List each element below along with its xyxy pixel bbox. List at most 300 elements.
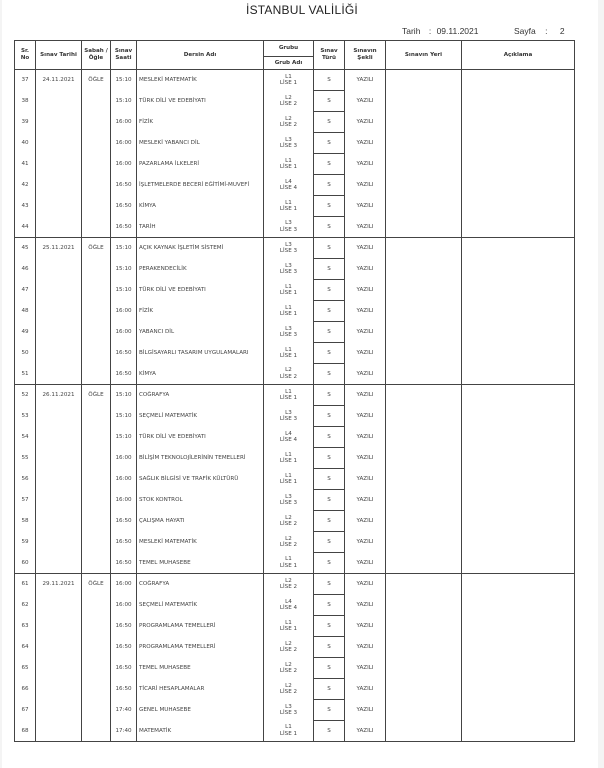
exam-form: YAZILI <box>345 364 386 385</box>
exam-period <box>82 532 111 553</box>
exam-period <box>82 175 111 196</box>
notes <box>462 196 575 217</box>
group-code: L3 <box>285 409 292 416</box>
notes <box>462 301 575 322</box>
group-name: LİSE 4 <box>279 437 298 443</box>
group-name: LİSE 1 <box>279 290 298 296</box>
course-name: TÜRK DİLİ VE EDEBİYATI <box>137 91 264 112</box>
row-number: 67 <box>15 700 36 721</box>
exam-type: S <box>314 175 345 196</box>
group-code: L1 <box>285 451 292 458</box>
notes <box>462 406 575 427</box>
exam-place <box>386 343 462 364</box>
group-code: L2 <box>285 535 292 542</box>
exam-type: S <box>314 196 345 217</box>
group <box>264 301 314 322</box>
row-number: 62 <box>15 595 36 616</box>
exam-type: S <box>314 490 345 511</box>
table-row <box>15 490 575 511</box>
exam-time: 16:00 <box>111 133 137 154</box>
group <box>264 427 314 448</box>
page-title: İSTANBUL VALİLİĞİ <box>246 3 358 17</box>
table-row <box>15 511 575 532</box>
exam-period: ÖĞLE <box>82 238 111 259</box>
table-row <box>15 679 575 700</box>
exam-place <box>386 91 462 112</box>
exam-period <box>82 364 111 385</box>
row-number: 40 <box>15 133 36 154</box>
exam-place <box>386 322 462 343</box>
exam-place <box>386 238 462 259</box>
exam-place <box>386 280 462 301</box>
exam-form: YAZILI <box>345 175 386 196</box>
row-number: 56 <box>15 469 36 490</box>
exam-period <box>82 469 111 490</box>
exam-form: YAZILI <box>345 301 386 322</box>
group <box>264 385 314 406</box>
table-row <box>15 112 575 133</box>
course-name: GENEL MUHASEBE <box>137 700 264 721</box>
group-code: L1 <box>285 388 292 395</box>
page-number: 2 <box>559 26 565 36</box>
group-code: L1 <box>285 199 292 206</box>
row-number: 52 <box>15 385 36 406</box>
row-number: 42 <box>15 175 36 196</box>
course-name: YABANCI DİL <box>137 322 264 343</box>
exam-time: 15:10 <box>111 427 137 448</box>
row-number: 49 <box>15 322 36 343</box>
table-row <box>15 238 575 259</box>
group <box>264 721 314 742</box>
table-row <box>15 385 575 406</box>
group-name: LİSE 1 <box>279 164 298 170</box>
exam-form: YAZILI <box>345 133 386 154</box>
exam-form: YAZILI <box>345 721 386 742</box>
group-name: LİSE 1 <box>279 479 298 485</box>
exam-type: S <box>314 553 345 574</box>
group-code: L1 <box>285 346 292 353</box>
exam-form: YAZILI <box>345 658 386 679</box>
exam-period <box>82 154 111 175</box>
notes <box>462 91 575 112</box>
group-code: L3 <box>285 220 292 227</box>
notes <box>462 448 575 469</box>
exam-type: S <box>314 70 345 91</box>
exam-place <box>386 679 462 700</box>
exam-date <box>36 448 82 469</box>
course-name: PAZARLAMA İLKELERİ <box>137 154 264 175</box>
exam-period <box>82 427 111 448</box>
row-number: 51 <box>15 364 36 385</box>
group-name: LİSE 4 <box>279 605 298 611</box>
table-row <box>15 154 575 175</box>
row-number: 38 <box>15 91 36 112</box>
exam-place <box>386 658 462 679</box>
exam-form: YAZILI <box>345 217 386 238</box>
row-number: 57 <box>15 490 36 511</box>
exam-place <box>386 616 462 637</box>
exam-period <box>82 133 111 154</box>
exam-date <box>36 343 82 364</box>
group <box>264 595 314 616</box>
exam-time: 16:00 <box>111 448 137 469</box>
group <box>264 196 314 217</box>
exam-date <box>36 259 82 280</box>
notes <box>462 259 575 280</box>
exam-period <box>82 490 111 511</box>
exam-time: 16:50 <box>111 343 137 364</box>
exam-period <box>82 448 111 469</box>
group <box>264 70 314 91</box>
exam-time: 17:40 <box>111 721 137 742</box>
group-name: LİSE 2 <box>279 689 298 695</box>
table-row <box>15 532 575 553</box>
exam-date <box>36 553 82 574</box>
exam-place <box>386 700 462 721</box>
exam-place <box>386 427 462 448</box>
exam-period <box>82 721 111 742</box>
group <box>264 406 314 427</box>
table-row <box>15 553 575 574</box>
table-row <box>15 175 575 196</box>
notes <box>462 679 575 700</box>
course-name: TARİH <box>137 217 264 238</box>
group-code: L1 <box>285 724 292 731</box>
table-row <box>15 616 575 637</box>
group-name: LİSE 1 <box>279 730 298 737</box>
group-name: LİSE 1 <box>279 311 298 317</box>
exam-form: YAZILI <box>345 259 386 280</box>
exam-type: S <box>314 448 345 469</box>
exam-place <box>386 406 462 427</box>
exam-type: S <box>314 112 345 133</box>
group <box>264 637 314 658</box>
exam-date <box>36 637 82 658</box>
notes <box>462 427 575 448</box>
exam-period <box>82 259 111 280</box>
exam-form: YAZILI <box>345 154 386 175</box>
group-name: LİSE 1 <box>279 353 298 359</box>
table-row <box>15 427 575 448</box>
exam-date <box>36 154 82 175</box>
course-name: KİMYA <box>137 364 264 385</box>
exam-form: YAZILI <box>345 511 386 532</box>
header-group: Grubu <box>264 41 314 57</box>
exam-time: 16:00 <box>111 595 137 616</box>
exam-type: S <box>314 238 345 259</box>
notes <box>462 217 575 238</box>
group-code: L4 <box>285 598 292 605</box>
group-name: LİSE 2 <box>279 521 298 527</box>
row-number: 55 <box>15 448 36 469</box>
exam-time: 15:10 <box>111 406 137 427</box>
notes <box>462 637 575 658</box>
exam-date <box>36 280 82 301</box>
exam-type: S <box>314 364 345 385</box>
exam-date <box>36 721 82 742</box>
table-row <box>15 322 575 343</box>
exam-type: S <box>314 343 345 364</box>
exam-date <box>36 700 82 721</box>
notes <box>462 70 575 91</box>
exam-period <box>82 658 111 679</box>
group-code: L2 <box>285 514 292 521</box>
header-exam-date: Sınav Tarihi <box>36 41 82 70</box>
exam-time: 16:00 <box>111 154 137 175</box>
group-code: L1 <box>285 304 292 311</box>
exam-period <box>82 637 111 658</box>
group-code: L2 <box>285 367 292 374</box>
exam-place <box>386 301 462 322</box>
exam-period <box>82 196 111 217</box>
header-exam-type: Sınav Türü <box>314 41 345 70</box>
exam-time: 16:00 <box>111 322 137 343</box>
notes <box>462 175 575 196</box>
group <box>264 532 314 553</box>
exam-time: 16:50 <box>111 616 137 637</box>
exam-date <box>36 91 82 112</box>
group-code: L3 <box>285 136 292 143</box>
exam-type: S <box>314 700 345 721</box>
page-meta <box>514 26 565 36</box>
notes <box>462 595 575 616</box>
group-code: L2 <box>285 682 292 689</box>
course-name: TÜRK DİLİ VE EDEBİYATI <box>137 280 264 301</box>
exam-form: YAZILI <box>345 700 386 721</box>
table-row <box>15 259 575 280</box>
group-code: L1 <box>285 73 292 80</box>
exam-type: S <box>314 532 345 553</box>
group-name: LİSE 1 <box>279 458 298 464</box>
exam-place <box>386 448 462 469</box>
exam-time: 16:50 <box>111 637 137 658</box>
group <box>264 658 314 679</box>
exam-form: YAZILI <box>345 280 386 301</box>
row-number: 37 <box>15 70 36 91</box>
notes <box>462 112 575 133</box>
table-row <box>15 217 575 238</box>
exam-date <box>36 196 82 217</box>
exam-date <box>36 469 82 490</box>
group <box>264 469 314 490</box>
exam-date <box>36 364 82 385</box>
exam-date <box>36 490 82 511</box>
notes <box>462 238 575 259</box>
exam-date <box>36 175 82 196</box>
group <box>264 490 314 511</box>
row-number: 68 <box>15 721 36 742</box>
notes <box>462 385 575 406</box>
exam-form: YAZILI <box>345 490 386 511</box>
group <box>264 448 314 469</box>
group-name: LİSE 3 <box>279 269 298 275</box>
group <box>264 238 314 259</box>
exam-time: 16:50 <box>111 511 137 532</box>
exam-type: S <box>314 301 345 322</box>
exam-period <box>82 553 111 574</box>
exam-type: S <box>314 154 345 175</box>
group-code: L1 <box>285 157 292 164</box>
exam-period <box>82 511 111 532</box>
course-name: ÇALIŞMA HAYATI <box>137 511 264 532</box>
exam-place <box>386 637 462 658</box>
exam-type: S <box>314 259 345 280</box>
exam-form: YAZILI <box>345 112 386 133</box>
group <box>264 700 314 721</box>
exam-form: YAZILI <box>345 637 386 658</box>
page-label: Sayfa <box>514 26 536 36</box>
course-name: SEÇMELİ MATEMATİK <box>137 406 264 427</box>
group-name: LİSE 3 <box>279 710 298 716</box>
course-name: TÜRK DİLİ VE EDEBİYATI <box>137 427 264 448</box>
group-name: LİSE 3 <box>279 500 298 506</box>
group-code: L2 <box>285 640 292 647</box>
exam-period <box>82 280 111 301</box>
notes <box>462 490 575 511</box>
header-group-name: Grub Adı <box>264 57 314 70</box>
table-row <box>15 364 575 385</box>
group <box>264 553 314 574</box>
exam-type: S <box>314 133 345 154</box>
notes <box>462 322 575 343</box>
exam-place <box>386 385 462 406</box>
exam-form: YAZILI <box>345 343 386 364</box>
exam-period <box>82 679 111 700</box>
course-name: SAĞLIK BİLGİSİ VE TRAFİK KÜLTÜRÜ <box>137 469 264 490</box>
group <box>264 343 314 364</box>
date-label: Tarih <box>402 26 421 36</box>
exam-date: 26.11.2021 <box>36 385 82 406</box>
exam-place <box>386 364 462 385</box>
group <box>264 280 314 301</box>
exam-period <box>82 406 111 427</box>
table-row <box>15 343 575 364</box>
group-code: L3 <box>285 703 292 710</box>
exam-period: ÖĞLE <box>82 70 111 91</box>
group <box>264 154 314 175</box>
exam-date <box>36 616 82 637</box>
group-name: LİSE 3 <box>279 248 298 255</box>
group-code: L2 <box>285 115 292 122</box>
course-name: KİMYA <box>137 196 264 217</box>
exam-type: S <box>314 91 345 112</box>
course-name: TEMEL MUHASEBE <box>137 553 264 574</box>
exam-place <box>386 154 462 175</box>
notes <box>462 364 575 385</box>
group <box>264 511 314 532</box>
notes <box>462 343 575 364</box>
exam-place <box>386 133 462 154</box>
exam-date <box>36 595 82 616</box>
exam-date <box>36 217 82 238</box>
exam-form: YAZILI <box>345 196 386 217</box>
exam-type: S <box>314 406 345 427</box>
group-name: LİSE 2 <box>279 647 298 653</box>
exam-place <box>386 490 462 511</box>
group-name: LİSE 3 <box>279 143 298 149</box>
group <box>264 679 314 700</box>
course-name: PROGRAMLAMA TEMELLERİ <box>137 616 264 637</box>
row-number: 39 <box>15 112 36 133</box>
exam-form: YAZILI <box>345 679 386 700</box>
exam-time: 16:00 <box>111 469 137 490</box>
group <box>264 616 314 637</box>
exam-place <box>386 70 462 91</box>
exam-form: YAZILI <box>345 70 386 91</box>
exam-type: S <box>314 427 345 448</box>
exam-form: YAZILI <box>345 553 386 574</box>
exam-date <box>36 322 82 343</box>
header-notes: Açıklama <box>462 41 575 70</box>
group <box>264 259 314 280</box>
row-number: 50 <box>15 343 36 364</box>
table-row <box>15 91 575 112</box>
group-code: L3 <box>285 493 292 500</box>
date-separator: : <box>428 26 432 36</box>
exam-form: YAZILI <box>345 427 386 448</box>
group-name: LİSE 2 <box>279 373 298 380</box>
exam-date <box>36 511 82 532</box>
exam-time: 15:10 <box>111 280 137 301</box>
table-row <box>15 658 575 679</box>
course-name: COĞRAFYA <box>137 385 264 406</box>
exam-period <box>82 616 111 637</box>
course-name: PERAKENDECİLİK <box>137 259 264 280</box>
group-name: LİSE 3 <box>279 226 298 233</box>
header-course-name: Dersin Adı <box>137 41 264 70</box>
table-row <box>15 70 575 91</box>
group-code: L2 <box>285 577 292 584</box>
exam-place <box>386 595 462 616</box>
table-row <box>15 133 575 154</box>
notes <box>462 553 575 574</box>
header-exam-place: Sınavın Yeri <box>386 41 462 70</box>
group-code: L1 <box>285 283 292 290</box>
group-name: LİSE 2 <box>279 584 298 591</box>
exam-place <box>386 574 462 595</box>
group-code: L1 <box>285 472 292 479</box>
group-code: L4 <box>285 178 292 185</box>
exam-type: S <box>314 322 345 343</box>
course-name: FİZİK <box>137 301 264 322</box>
exam-place <box>386 469 462 490</box>
exam-type: S <box>314 511 345 532</box>
exam-date <box>36 658 82 679</box>
exam-date <box>36 679 82 700</box>
notes <box>462 532 575 553</box>
exam-period <box>82 112 111 133</box>
header-period: Sabah / Öğle <box>82 41 111 70</box>
group-code: L1 <box>285 556 292 563</box>
exam-type: S <box>314 595 345 616</box>
exam-time: 16:50 <box>111 679 137 700</box>
exam-form: YAZILI <box>345 616 386 637</box>
table-row <box>15 196 575 217</box>
row-number: 64 <box>15 637 36 658</box>
exam-type: S <box>314 385 345 406</box>
exam-time: 15:10 <box>111 70 137 91</box>
exam-time: 15:10 <box>111 91 137 112</box>
course-name: MESLEKİ MATEMATİK <box>137 70 264 91</box>
row-number: 45 <box>15 238 36 259</box>
exam-time: 16:00 <box>111 574 137 595</box>
group-code: L2 <box>285 661 292 668</box>
table-row <box>15 700 575 721</box>
table-row <box>15 574 575 595</box>
group-code: L1 <box>285 619 292 626</box>
group-name: LİSE 2 <box>279 668 298 674</box>
exam-date <box>36 133 82 154</box>
